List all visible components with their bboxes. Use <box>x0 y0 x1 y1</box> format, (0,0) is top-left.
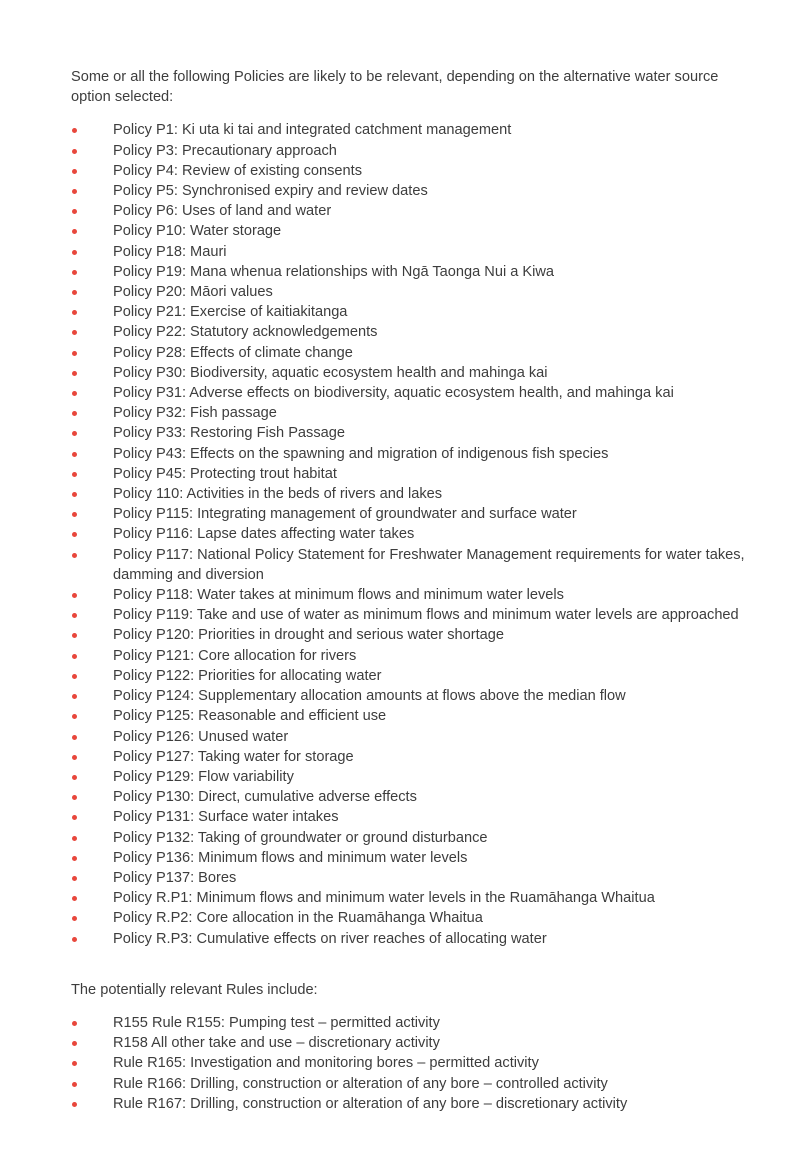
policy-list-item: Policy P132: Taking of groundwater or ground disturbance <box>71 828 751 848</box>
policy-list-item: Policy P131: Surface water intakes <box>71 807 751 827</box>
policy-list-item: Policy P126: Unused water <box>71 727 751 747</box>
policy-list-item: Policy P120: Priorities in drought and serious water shortage <box>71 625 751 645</box>
policy-list-item: Policy P28: Effects of climate change <box>71 343 751 363</box>
policy-list-item: Policy P125: Reasonable and efficient use <box>71 706 751 726</box>
policy-list-item: Policy P1: Ki uta ki tai and integrated catchment management <box>71 120 751 140</box>
policy-list-item: Policy P127: Taking water for storage <box>71 747 751 767</box>
policy-list-item: Policy P30: Biodiversity, aquatic ecosystem health and mahinga kai <box>71 363 751 383</box>
document-page <box>71 67 751 1114</box>
policy-list-item: Policy R.P2: Core allocation in the Ruamāhanga Whaitua <box>71 908 751 928</box>
rules-intro: The potentially relevant Rules include: <box>71 981 318 998</box>
policy-list-item: Policy P118: Water takes at minimum flows and minimum water levels <box>71 585 751 605</box>
policy-list-item: Policy P22: Statutory acknowledgements <box>71 322 751 342</box>
rule-list <box>71 1013 751 1114</box>
policy-list-item: Policy P21: Exercise of kaitiakitanga <box>71 302 751 322</box>
policy-list-item: Policy P130: Direct, cumulative adverse effects <box>71 787 751 807</box>
policy-list-item: Policy 110: Activities in the beds of rivers and lakes <box>71 484 751 504</box>
policy-list-item: Policy P121: Core allocation for rivers <box>71 646 751 666</box>
rule-list-item: R158 All other take and use – discretionary activity <box>71 1033 751 1053</box>
policy-list-item: Policy P33: Restoring Fish Passage <box>71 423 751 443</box>
rule-list-item: Rule R166: Drilling, construction or alteration of any bore – controlled activity <box>71 1074 751 1094</box>
policy-list-item: Policy P137: Bores <box>71 868 751 888</box>
policy-list-item: Policy P19: Mana whenua relationships with Ngā Taonga Nui a Kiwa <box>71 262 751 282</box>
policy-list-item: Policy P20: Māori values <box>71 282 751 302</box>
policy-list-item: Policy P129: Flow variability <box>71 767 751 787</box>
policy-list-item: Policy R.P1: Minimum flows and minimum water levels in the Ruamāhanga Whaitua <box>71 888 751 908</box>
policy-list-item: Policy P31: Adverse effects on biodiversity, aquatic ecosystem health, and mahinga kai <box>71 383 751 403</box>
policy-list-item: Policy P117: National Policy Statement for Freshwater Management requirements for water takes, damming and diversion <box>71 545 751 585</box>
policy-list-item: Policy P124: Supplementary allocation amounts at flows above the median flow <box>71 686 751 706</box>
policy-list-item: Policy P45: Protecting trout habitat <box>71 464 751 484</box>
policy-list-item: Policy P6: Uses of land and water <box>71 201 751 221</box>
rule-list-item: R155 Rule R155: Pumping test – permitted activity <box>71 1013 751 1033</box>
rule-list-item: Rule R165: Investigation and monitoring bores – permitted activity <box>71 1053 751 1073</box>
policy-list-item: Policy P32: Fish passage <box>71 403 751 423</box>
policy-list-item: Policy P3: Precautionary approach <box>71 141 751 161</box>
policy-list-item: Policy P5: Synchronised expiry and review dates <box>71 181 751 201</box>
policies-intro: Some or all the following Policies are likely to be relevant, depending on the alternative water source option selected: <box>71 69 719 106</box>
policy-list-item: Policy P119: Take and use of water as minimum flows and minimum water levels are approached <box>71 605 751 625</box>
policy-list <box>71 120 751 948</box>
policy-list-item: Policy P116: Lapse dates affecting water takes <box>71 524 751 544</box>
policy-list-item: Policy P43: Effects on the spawning and migration of indigenous fish species <box>71 444 751 464</box>
policy-list-item: Policy P10: Water storage <box>71 221 751 241</box>
rule-list-item: Rule R167: Drilling, construction or alteration of any bore – discretionary activity <box>71 1094 751 1114</box>
policy-list-item: Policy R.P3: Cumulative effects on river reaches of allocating water <box>71 929 751 949</box>
policy-list-item: Policy P122: Priorities for allocating water <box>71 666 751 686</box>
policy-list-item: Policy P115: Integrating management of groundwater and surface water <box>71 504 751 524</box>
policy-list-item: Policy P136: Minimum flows and minimum water levels <box>71 848 751 868</box>
policy-list-item: Policy P18: Mauri <box>71 242 751 262</box>
policy-list-item: Policy P4: Review of existing consents <box>71 161 751 181</box>
